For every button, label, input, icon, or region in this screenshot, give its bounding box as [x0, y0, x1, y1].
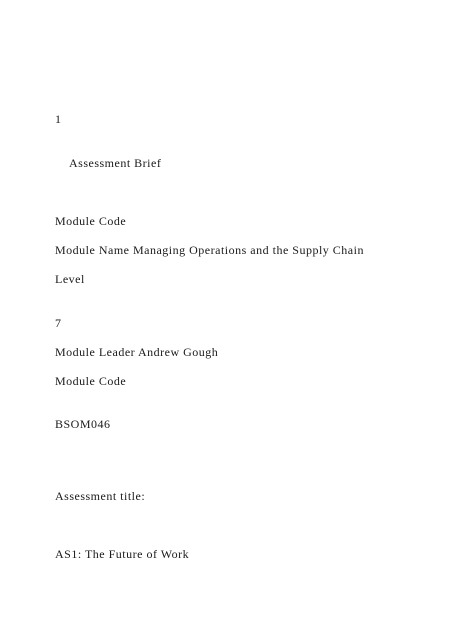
document-heading: Assessment Brief: [69, 156, 162, 170]
module-code-value: BSOM046: [55, 417, 111, 431]
page-number: 1: [55, 112, 62, 126]
module-code-label: Module Code: [55, 214, 127, 228]
assessment-title-label: Assessment title:: [55, 489, 146, 503]
level-value: 7: [55, 316, 62, 330]
module-leader-line: Module Leader Andrew Gough: [55, 345, 219, 359]
level-label: Level: [55, 272, 85, 286]
assessment-title-value: AS1: The Future of Work: [55, 547, 190, 561]
module-name-line: Module Name Managing Operations and the Supply Chain: [55, 243, 364, 257]
module-code-label-2: Module Code: [55, 374, 127, 388]
